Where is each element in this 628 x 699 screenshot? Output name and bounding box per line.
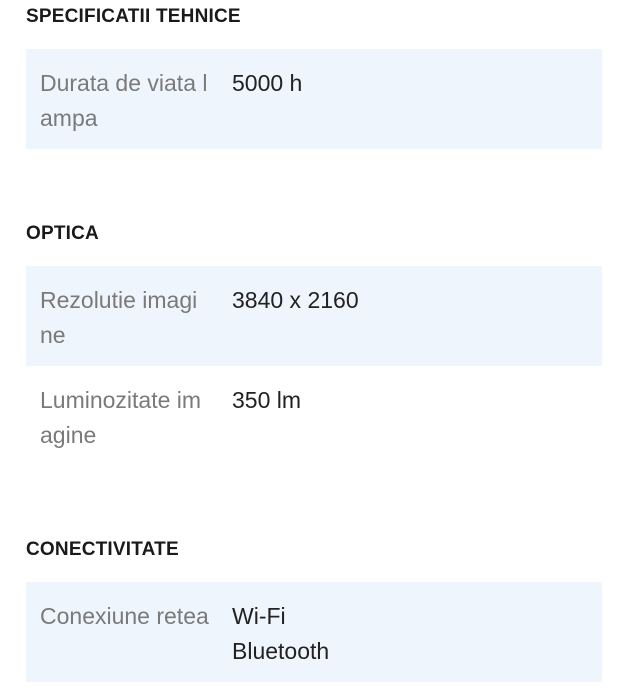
section-title-optica: OPTICA	[26, 223, 99, 244]
spec-value-line: 5000 h	[232, 70, 303, 96]
spec-value-line: 3840 x 2160	[232, 287, 359, 313]
spec-row-durata-viata-lampa	[26, 49, 602, 149]
spec-value	[232, 599, 572, 669]
spec-label: Durata de viata lampa	[40, 70, 208, 131]
section-title-specificatii-tehnice: SPECIFICATII TEHNICE	[26, 6, 241, 27]
spec-value-line: 350 lm	[232, 387, 302, 413]
section-title-conectivitate: CONECTIVITATE	[26, 539, 179, 560]
spec-value	[232, 383, 572, 418]
spec-label: Conexiune retea	[40, 603, 209, 629]
spec-label: Luminozitate imagine	[40, 387, 202, 448]
spec-value	[232, 66, 572, 101]
spec-value-line: Wi-Fi	[232, 603, 286, 629]
spec-value	[232, 283, 572, 318]
spec-value-line: Bluetooth	[232, 638, 330, 664]
spec-row-rezolutie-imagine	[26, 266, 602, 366]
spec-row-luminozitate-imagine	[26, 366, 602, 466]
spec-label: Rezolutie imagine	[40, 287, 198, 348]
spec-row-conexiune-retea	[26, 582, 602, 682]
